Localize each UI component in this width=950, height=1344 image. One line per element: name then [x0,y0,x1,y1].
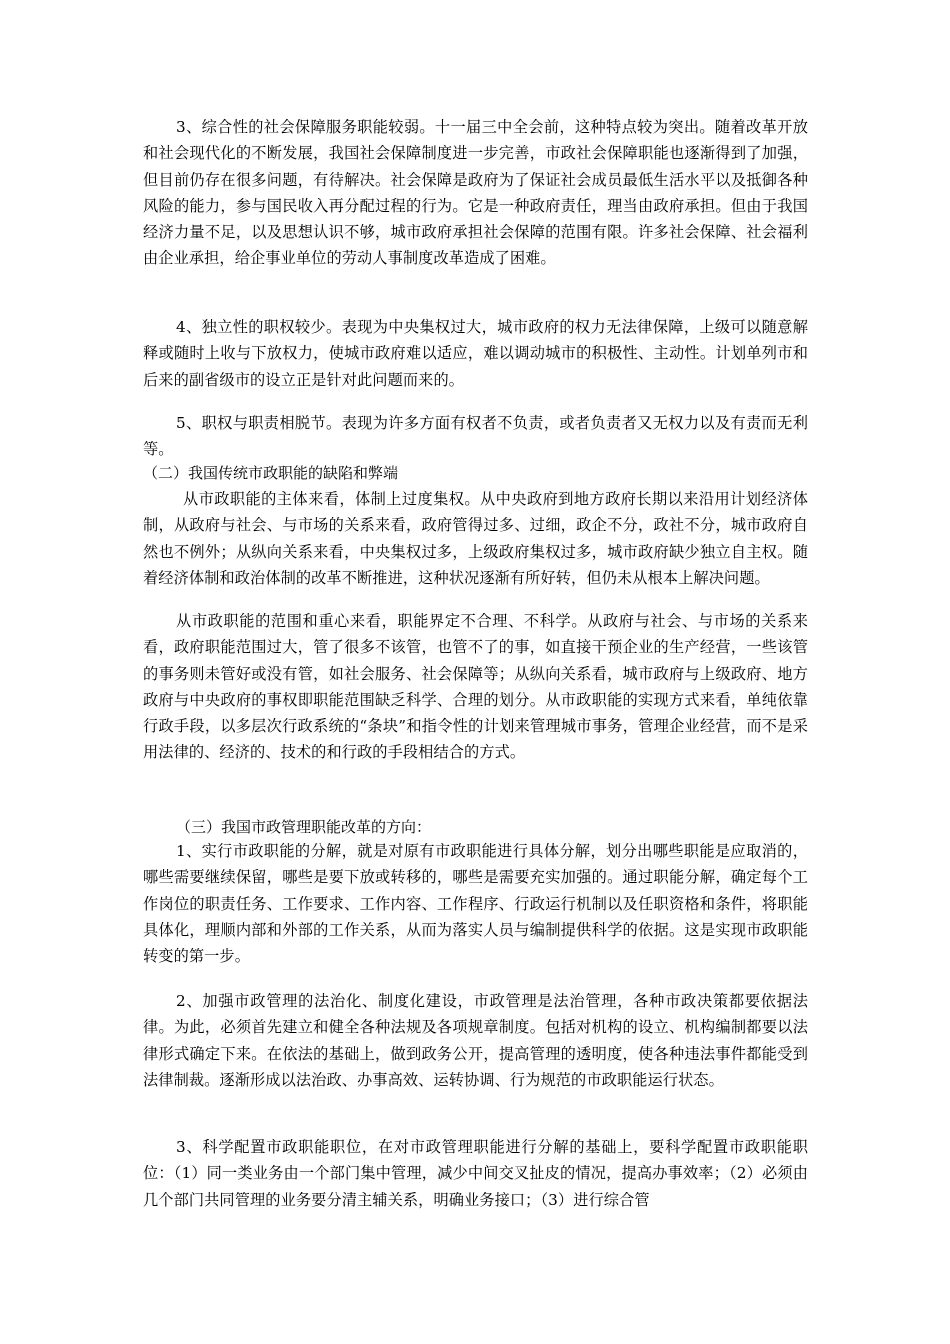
section-heading-3: （三）我国市政管理职能改革的方向： [176,818,432,836]
paragraph-position-allocation: 3、科学配置市政职能职位，在对市政管理职能进行分解的基础上，要科学配置市政职能职位：（1）同一类业务由一个部门集中管理，减少中间交叉扯皮的情况，提高办事效率；（2）必须由几个部门共同管理的业务要分清主辅关系，明确业务接口；（3）进行综合管 [143,1138,808,1209]
paragraph-social-security: 3、综合性的社会保障服务职能较弱。十一届三中全会前，这种特点较为突出。随着改革开放和社会现代化的不断发展，我国社会保障制度进一步完善，市政社会保障职能也逐渐得到了加强，但目前仍存在很多问题，有待解决。社会保障是政府为了保证社会成员最低生活水平以及抵御各种风险的能力，参与国民收入再分配过程的行为。它是一种政府责任，理当由政府承担。但由于我国经济力量不足，以及思想认识不够，城市政府承担社会保障的范围有限。许多社会保障、社会福利由企业承担，给企事业单位的劳动人事制度改革造成了困难。 [143,118,808,268]
paragraph-rule-of-law: 2、加强市政管理的法治化、制度化建设，市政管理是法治管理，各种市政决策都要依据法律。为此，必须首先建立和健全各种法规及各项规章制度。包括对机构的设立、机构编制都要以法律形式确定下来。在依法的基础上，做到政务公开，提高管理的透明度，使各种违法事件都能受到法律制裁。逐渐形成以法治政、办事高效、运转协调、行为规范的市政职能运行状态。 [143,992,808,1089]
paragraph-powers-responsibilities: 5、职权与职责相脱节。表现为许多方面有权者不负责，或者负责者又无权力以及有责而无利等。 [143,414,808,459]
paragraph-function-decomposition: 1、实行市政职能的分解，就是对原有市政职能进行具体分解，划分出哪些职能是应取消的，哪些需要继续保留，哪些是要下放或转移的，哪些是需要充实加强的。通过职能分解，确定每个工作岗位的职责任务、工作要求、工作内容、工作程序、行政运行机制以及任职资格和条件，将职能具体化，理顺内部和外部的工作关系，从而为落实人员与编制提供科学的依据。这是实现市政职能转变的第一步。 [143,842,808,966]
paragraph-independent-powers: 4、独立性的职权较少。表现为中央集权过大，城市政府的权力无法律保障，上级可以随意解释或随时上收与下放权力，使城市政府难以适应，难以调动城市的积极性、主动性。计划单列市和后来的副省级市的设立正是针对此问题而来的。 [143,318,808,389]
paragraph-centralization: 从市政职能的主体来看，体制上过度集权。从中央政府到地方政府长期以来沿用计划经济体制，从政府与社会、与市场的关系来看，政府管得过多、过细，政企不分，政社不分，城市政府自然也不例外；从纵向关系来看，中央集权过多，上级政府集权过多，城市政府缺少独立自主权。随着经济体制和政治体制的改革不断推进，这种状况逐渐有所好转，但仍未从根本上解决问题。 [143,490,808,587]
paragraph-scope-focus: 从市政职能的范围和重心来看，职能界定不合理、不科学。从政府与社会、与市场的关系来看，政府职能范围过大，管了很多不该管，也管不了的事，如直接干预企业的生产经营，一些该管的事务则未管好或没有管，如社会服务、社会保障等；从纵向关系看，城市政府与上级政府、地方政府与中央政府的事权即职能范围缺乏科学、合理的划分。从市政职能的实现方式来看，单纯依靠行政手段，以多层次行政系统的“条块”和指令性的计划来管理城市事务，管理企业经营，而不是采用法律的、经济的、技术的和行政的手段相结合的方式。 [143,612,808,762]
section-heading-2: （二）我国传统市政职能的缺陷和弊端 [143,464,399,482]
